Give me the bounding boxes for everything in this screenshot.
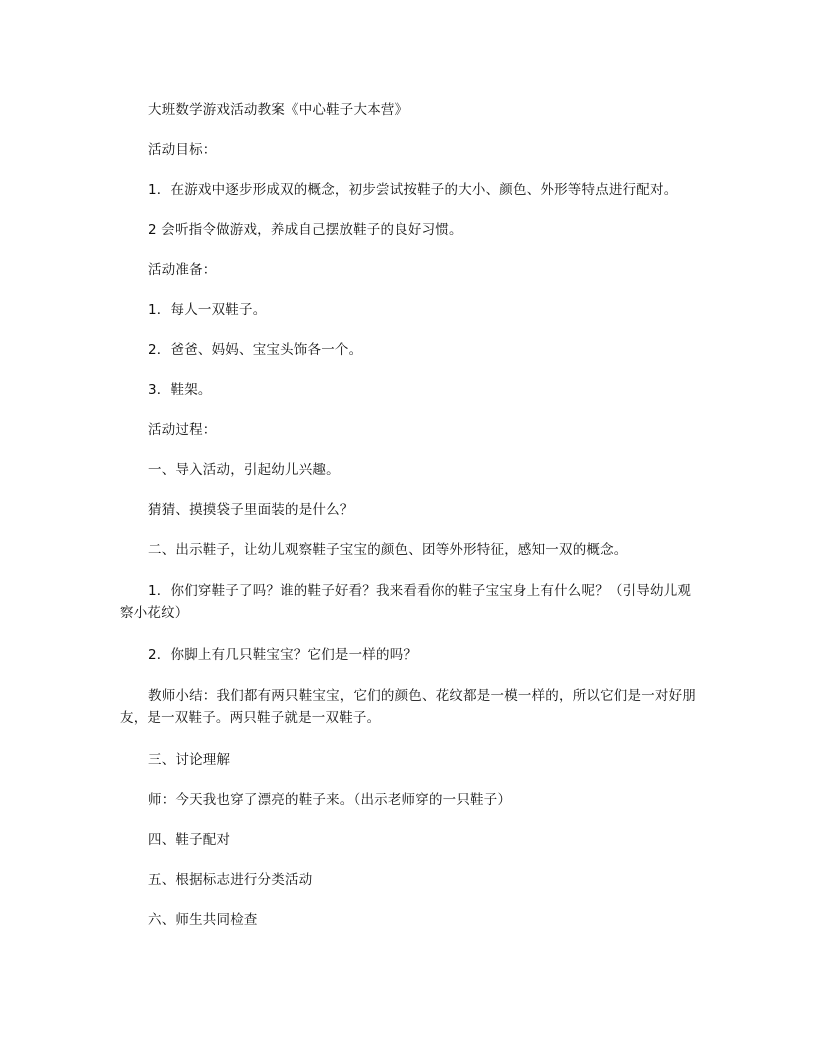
goals-heading: 活动目标： [148,142,217,158]
step-2-question-1: 1．你们穿鞋子了吗？谁的鞋子好看？我来看看你的鞋子宝宝身上有什么呢？（引导幼儿观察小花纹） [120,583,692,621]
step-3-text: 师：今天我也穿了漂亮的鞋子来。（出示老师穿的一只鞋子） [148,792,512,808]
prep-heading: 活动准备： [148,262,217,278]
goal-item-2: 2 会听指令做游戏，养成自己摆放鞋子的良好习惯。 [148,222,463,238]
document-title: 大班数学游戏活动教案《中心鞋子大本营》 [148,102,409,118]
prep-item-3: 3．鞋架。 [148,382,212,398]
step-1-heading: 一、导入活动，引起幼儿兴趣。 [148,462,340,478]
step-2-heading: 二、出示鞋子，让幼儿观察鞋子宝宝的颜色、团等外形特征，感知一双的概念。 [148,542,628,558]
prep-item-2: 2．爸爸、妈妈、宝宝头饰各一个。 [148,342,363,358]
goal-item-1: 1．在游戏中逐步形成双的概念，初步尝试按鞋子的大小、颜色、外形等特点进行配对。 [148,182,678,198]
process-heading: 活动过程： [148,422,217,438]
step-3-heading: 三、讨论理解 [148,752,231,768]
step-2-question-2: 2．你脚上有几只鞋宝宝？它们是一样的吗？ [148,647,418,663]
step-1-text: 猜猜、摸摸袋子里面装的是什么？ [148,502,354,518]
step-6-heading: 六、师生共同检查 [148,912,258,928]
prep-item-1: 1．每人一双鞋子。 [148,302,267,318]
teacher-summary: 教师小结：我们都有两只鞋宝宝，它们的颜色、花纹都是一模一样的，所以它们是一对好朋友，是一双鞋子。两只鞋子就是一双鞋子。 [120,688,696,726]
step-5-heading: 五、根据标志进行分类活动 [148,872,313,888]
step-4-heading: 四、鞋子配对 [148,832,231,848]
